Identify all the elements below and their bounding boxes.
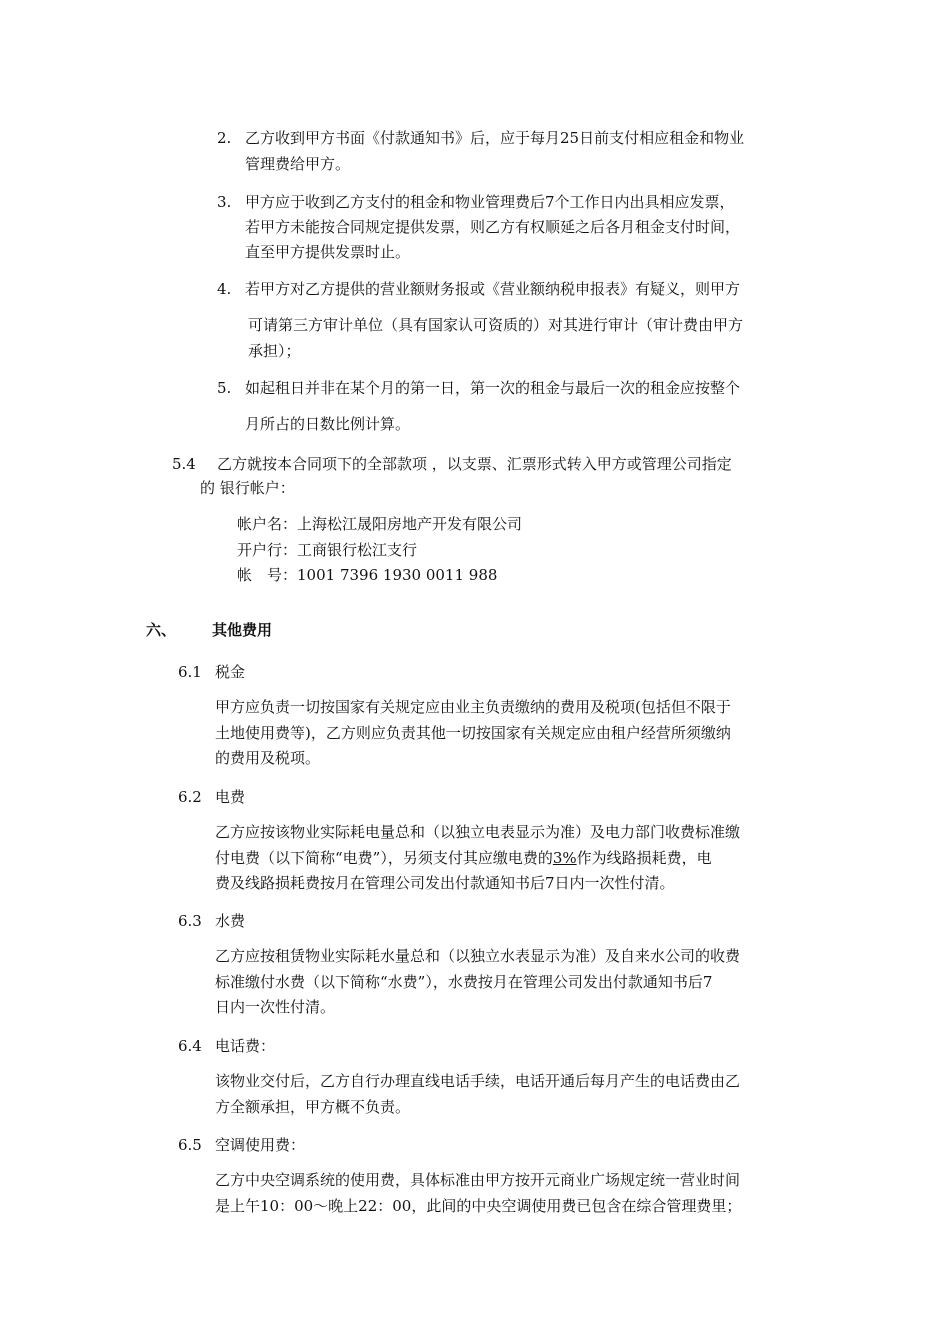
subsection-line: 该物业交付后，乙方自行办理直线电话手续，电话开通后每月产生的电话费由乙 (215, 1072, 741, 1090)
subsection-title: 电话费： (215, 1037, 276, 1055)
subsection-title: 水费 (215, 912, 246, 930)
clause-line: 乙方就按本合同项下的全部款项 ，以支票、汇票形式转入甲方或管理公司指定 (217, 455, 732, 473)
subsection-line: 方全额承担，甲方概不负责。 (215, 1098, 411, 1116)
item-number: 2. (217, 129, 232, 147)
line-text: 付电费（以下简称“电费”），另须支付其应缴电费的 (215, 849, 553, 867)
item-line: 月所占的日数比例计算。 (245, 415, 411, 433)
subsection-line: 的费用及税项。 (215, 749, 321, 767)
subsection-line: 是上午10：00～晚上22：00，此间的中央空调使用费已包含在综合管理费里； (215, 1197, 742, 1215)
item-line: 承担）； (248, 342, 301, 360)
item-line: 如起租日并非在某个月的第一日，第一次的租金与最后一次的租金应按整个 (245, 379, 741, 397)
clause-line: 的 银行帐户： (200, 479, 295, 497)
subsection-number: 6.1 (178, 663, 202, 681)
subsection-line: 甲方应负责一切按国家有关规定应由业主负责缴纳的费用及税项(包括但不限于 (215, 698, 731, 716)
item-line: 乙方收到甲方书面《付款通知书》后，应于每月25日前支付相应租金和物业 (245, 129, 745, 147)
line-text: 作为线路损耗费，电 (576, 849, 712, 867)
account-number: 1001 7396 1930 0011 988 (297, 566, 498, 584)
subsection-line: 土地使用费等)，乙方则应负责其他一切按国家有关规定应由租户经营所须缴纳 (215, 724, 731, 742)
subsection-line: 标准缴付水费（以下简称“水费”），水费按月在管理公司发出付款通知书后7 (215, 973, 713, 991)
loss-percentage: 3% (552, 849, 577, 867)
item-line: 若甲方对乙方提供的营业额财务报或《营业额纳税申报表》有疑义，则甲方 (245, 280, 741, 298)
subsection-title: 空调使用费： (215, 1136, 306, 1154)
section-number: 六、 (146, 621, 177, 639)
subsection-line: 日内一次性付清。 (215, 998, 336, 1016)
subsection-title: 税金 (215, 663, 246, 681)
subsection-line: 乙方中央空调系统的使用费，具体标准由甲方按开元商业广场规定统一营业时间 (215, 1171, 741, 1189)
item-number: 4. (217, 280, 232, 298)
subsection-line: 费及线路损耗费按月在管理公司发出付款通知书后7日内一次性付清。 (215, 874, 675, 892)
account-number-label: 帐 号： (237, 566, 298, 584)
subsection-line: 乙方应按租赁物业实际耗水量总和（以独立水表显示为准）及自来水公司的收费 (215, 947, 741, 965)
item-number: 3. (217, 193, 232, 211)
item-line: 直至甲方提供发票时止。 (245, 243, 411, 261)
subsection-line (215, 848, 712, 868)
subsection-number: 6.4 (178, 1037, 202, 1055)
subsection-line: 乙方应按该物业实际耗电量总和（以独立电表显示为准）及电力部门收费标准缴 (215, 823, 741, 841)
account-name: 帐户名：上海松江晟阳房地产开发有限公司 (237, 515, 523, 533)
subsection-title: 电费 (215, 788, 246, 806)
bank-name: 开户行：工商银行松江支行 (237, 541, 418, 559)
item-line: 若甲方未能按合同规定提供发票，则乙方有权顺延之后各月租金支付时间， (245, 218, 741, 236)
section-title: 其他费用 (212, 621, 273, 639)
item-line: 管理费给甲方。 (245, 155, 351, 173)
item-number: 5. (217, 379, 232, 397)
account-number-row (237, 565, 497, 585)
subsection-number: 6.2 (178, 788, 202, 806)
item-line: 甲方应于收到乙方支付的租金和物业管理费后7个工作日内出具相应发票， (245, 193, 735, 211)
clause-number: 5.4 (172, 455, 196, 473)
item-line: 可请第三方审计单位（具有国家认可资质的）对其进行审计（审计费由甲方 (248, 316, 744, 334)
subsection-number: 6.3 (178, 912, 202, 930)
subsection-number: 6.5 (178, 1136, 202, 1154)
